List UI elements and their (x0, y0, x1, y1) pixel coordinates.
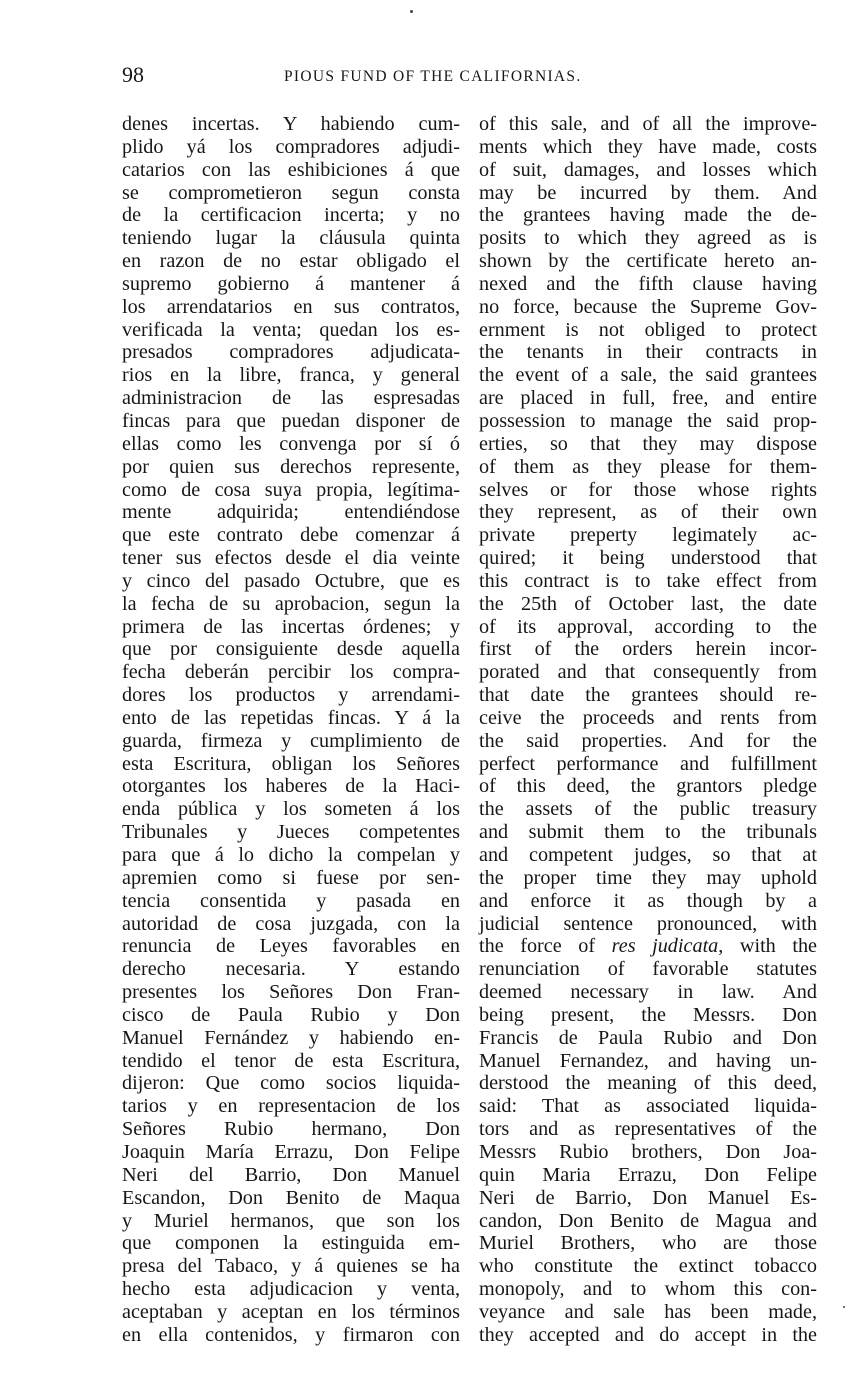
text-line: Neri del Barrio, Don Manuel (122, 1163, 460, 1186)
text-line: los arrendatarios en sus contratos, (122, 295, 460, 318)
text-line: may be incurred by them. And (479, 181, 817, 204)
text-line: derstood the meaning of this deed, (479, 1072, 817, 1095)
running-title: PIOUS FUND OF THE CALIFORNIAS. (284, 68, 582, 85)
text-line: the said properties. And for the (479, 729, 817, 752)
text-line: tencia consentida y pasada en (122, 889, 460, 912)
text-line: Neri de Barrio, Don Manuel Es- (479, 1186, 817, 1209)
print-speck (410, 10, 413, 13)
text-line: ento de las repetidas fincas. Y á la (122, 706, 460, 729)
text-line: denes incertas. Y habiendo cum- (122, 113, 460, 135)
text-line: of its approval, according to the (479, 615, 817, 638)
text-line: para que á lo dicho la compelan y (122, 844, 460, 866)
text-line: tors and as representatives of the (479, 1118, 817, 1141)
text-line: quired; it being understood that (479, 547, 817, 570)
text-line: tener sus efectos desde el dia veinte (122, 547, 460, 570)
text-line: quin Maria Errazu, Don Felipe (479, 1163, 817, 1186)
text-line: catarios con las eshibiciones á que (122, 158, 460, 181)
text-line (479, 935, 817, 958)
text-line: fecha deberán percibir los compra- (122, 661, 460, 684)
text-line: renuncia de Leyes favorables en (122, 935, 460, 958)
text-line: aceptaban y aceptan en los términos (122, 1300, 460, 1323)
text-line: who constitute the extinct tobacco (479, 1255, 817, 1278)
text-line: presa del Tabaco, y á quienes se ha (122, 1255, 460, 1278)
text-line: que componen la estinguida em- (122, 1232, 460, 1255)
text-line: and competent judges, so that at (479, 844, 817, 866)
text-line: tendido el tenor de esta Escritura, (122, 1049, 460, 1072)
text-line: dores los productos y arrendami- (122, 684, 460, 707)
text-line: possession to manage the said prop- (479, 409, 817, 432)
italic-term-res-judicata: res judicata (611, 935, 719, 958)
text-line: are placed in full, free, and entire (479, 387, 817, 410)
page-number: 98 (122, 62, 144, 87)
text-line: the event of a sale, the said grantees (479, 364, 817, 387)
text-line: private preperty legimately ac- (479, 524, 817, 547)
text-line: supremo gobierno á mantener á (122, 272, 460, 295)
text-line: tarios y en representacion de los (122, 1095, 460, 1118)
text-line: renunciation of favorable statutes (479, 958, 817, 981)
text-line: no force, because the Supreme Gov- (479, 295, 817, 318)
text-line: esta Escritura, obligan los Señores (122, 752, 460, 775)
text-line: administracion de las espresadas (122, 387, 460, 410)
print-speck (843, 1306, 845, 1308)
text-line: rios en la libre, franca, y general (122, 364, 460, 387)
text-line: perfect performance and fulfillment (479, 752, 817, 775)
text-line: se comprometieron segun consta (122, 181, 460, 204)
text-line: enda pública y los someten á los (122, 798, 460, 821)
text-line: Muriel Brothers, who are those (479, 1232, 817, 1255)
english-text-column (479, 113, 817, 1347)
text-line: Manuel Fernández y habiendo en- (122, 1026, 460, 1049)
text-line: primera de las incertas órdenes; y (122, 615, 460, 638)
text-line: the grantees having made the de- (479, 204, 817, 227)
text-line: la fecha de su aprobacion, segun la (122, 592, 460, 615)
text-line: verificada la venta; quedan los es- (122, 318, 460, 341)
text-line: the assets of the public treasury (479, 798, 817, 821)
text-line: y cinco del pasado Octubre, que es (122, 569, 460, 592)
text-line: ernment is not obliged to protect (479, 318, 817, 341)
text-line: y Muriel hermanos, que son los (122, 1209, 460, 1232)
text-line: Messrs Rubio brothers, Don Joa- (479, 1140, 817, 1163)
text-line: nexed and the fifth clause having (479, 272, 817, 295)
text-line: plido yá los compradores adjudi- (122, 135, 460, 158)
text-line: ellas como les convenga por sí ó (122, 432, 460, 455)
text-line: que por consiguiente desde aquella (122, 638, 460, 661)
text-segment: the force of (479, 935, 612, 958)
text-line: Señores Rubio hermano, Don (122, 1118, 460, 1141)
text-line: de la certificacion incerta; y no (122, 204, 460, 227)
text-line: deemed necessary in law. And (479, 981, 817, 1004)
text-line: this contract is to take effect from (479, 569, 817, 592)
text-line: veyance and sale has been made, (479, 1300, 817, 1323)
text-line: shown by the certificate hereto an- (479, 250, 817, 273)
text-line: por quien sus derechos represente, (122, 455, 460, 478)
text-line: porated and that consequently from (479, 661, 817, 684)
text-line: derecho necesaria. Y estando (122, 958, 460, 981)
text-line: being present, the Messrs. Don (479, 1003, 817, 1026)
text-line: apremien como si fuese por sen- (122, 866, 460, 889)
text-line: they accepted and do accept in the (479, 1323, 817, 1346)
text-line: teniendo lugar la cláusula quinta (122, 227, 460, 250)
spanish-text-column (122, 113, 460, 1347)
text-line: fincas para que puedan disponer de (122, 409, 460, 432)
text-line: dijeron: Que como socios liquida- (122, 1072, 460, 1095)
text-line: como de cosa suya propia, legítima- (122, 478, 460, 501)
text-line: first of the orders herein incor- (479, 638, 817, 661)
text-line: they represent, as of their own (479, 501, 817, 524)
text-line: of them as they please for them- (479, 455, 817, 478)
text-line: en ella contenidos, y firmaron con (122, 1323, 460, 1346)
text-line: of suit, damages, and losses which (479, 158, 817, 181)
text-line: the tenants in their contracts in (479, 341, 817, 364)
text-line: hecho esta adjudicacion y venta, (122, 1278, 460, 1301)
text-line: erties, so that they may dispose (479, 432, 817, 455)
text-line: the 25th of October last, the date (479, 592, 817, 615)
text-line: Manuel Fernandez, and having un- (479, 1049, 817, 1072)
text-line: said: That as associated liquida- (479, 1095, 817, 1118)
text-segment: , with the (718, 935, 817, 958)
text-line: of this deed, the grantors pledge (479, 775, 817, 798)
text-line: candon, Don Benito de Magua and (479, 1209, 817, 1232)
text-line: selves or for those whose rights (479, 478, 817, 501)
text-line: guarda, firmeza y cumplimiento de (122, 729, 460, 752)
text-line: posits to which they agreed as is (479, 227, 817, 250)
text-line: and submit them to the tribunals (479, 821, 817, 844)
text-line: Joaquin María Errazu, Don Felipe (122, 1140, 460, 1163)
text-line: mente adquirida; entendiéndose (122, 501, 460, 524)
text-line: en razon de no estar obligado el (122, 250, 460, 273)
text-line: Francis de Paula Rubio and Don (479, 1026, 817, 1049)
text-line: and enforce it as though by a (479, 889, 817, 912)
text-line: ceive the proceeds and rents from (479, 706, 817, 729)
text-line: that date the grantees should re- (479, 684, 817, 707)
text-line: of this sale, and of all the improve- (479, 113, 817, 135)
text-line: autoridad de cosa juzgada, con la (122, 912, 460, 935)
text-line: que este contrato debe comenzar á (122, 524, 460, 547)
text-line: Escandon, Don Benito de Maqua (122, 1186, 460, 1209)
text-line: judicial sentence pronounced, with (479, 912, 817, 935)
text-line: the proper time they may uphold (479, 866, 817, 889)
text-line: presados compradores adjudicata- (122, 341, 460, 364)
text-line: monopoly, and to whom this con- (479, 1278, 817, 1301)
text-line: ments which they have made, costs (479, 135, 817, 158)
text-line: otorgantes los haberes de la Haci- (122, 775, 460, 798)
text-line: cisco de Paula Rubio y Don (122, 1003, 460, 1026)
text-line: Tribunales y Jueces competentes (122, 821, 460, 844)
text-line: presentes los Señores Don Fran- (122, 981, 460, 1004)
